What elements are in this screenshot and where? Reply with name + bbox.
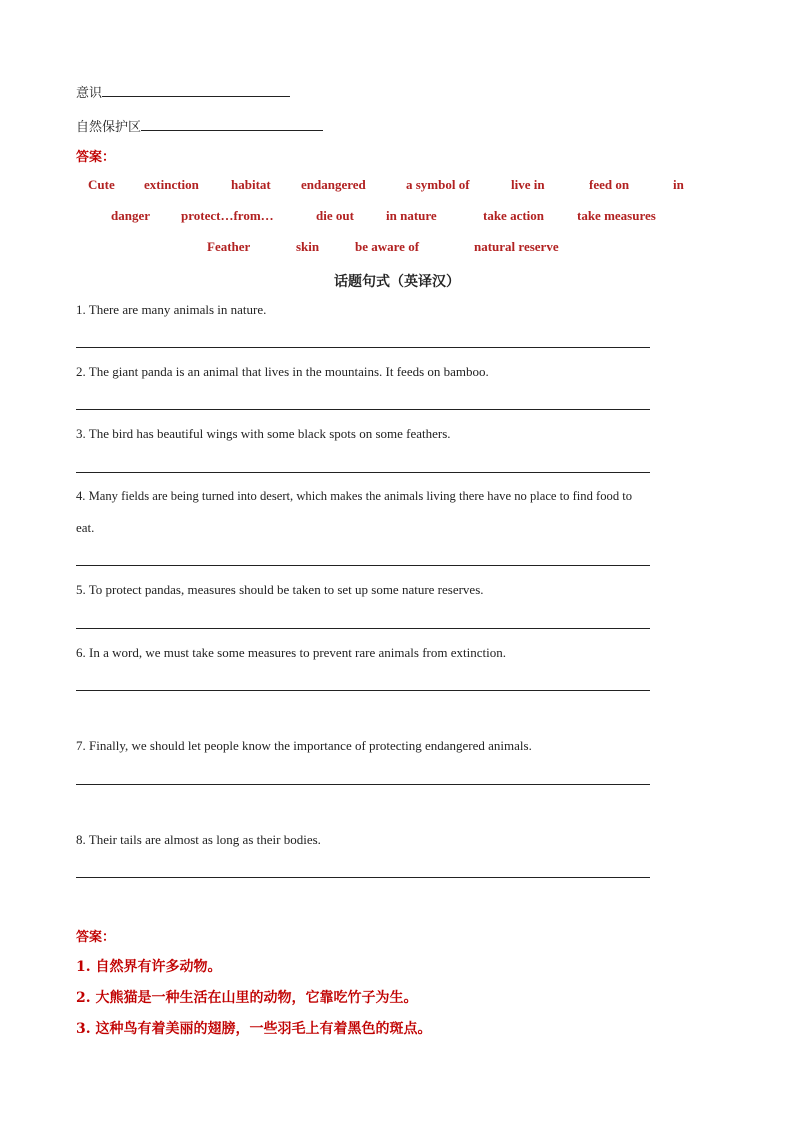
vocab-label: 意识	[76, 86, 103, 101]
answer-word: take action	[483, 208, 545, 223]
answer-line[interactable]	[76, 784, 650, 785]
answer-blank[interactable]	[102, 84, 290, 97]
answer-word: feed on	[589, 177, 630, 192]
question-6: 6. In a word, we must take some measures to prevent rare animals from extinction.	[76, 645, 506, 660]
question-8: 8. Their tails are almost as long as their bodies.	[76, 832, 321, 847]
vocab-label: 自然保护区	[76, 120, 142, 135]
translation-3	[76, 1018, 432, 1038]
answer-label: 答案：	[76, 150, 116, 165]
answer-word: in	[673, 177, 684, 192]
translation-1	[76, 956, 222, 976]
answer-word: live in	[511, 177, 545, 192]
answer-word: Feather	[207, 239, 251, 254]
translation-number: 2.	[76, 990, 91, 1006]
answer-line[interactable]	[76, 690, 650, 691]
vocab-item	[76, 82, 290, 101]
answer-line[interactable]	[76, 347, 650, 348]
answer-blank[interactable]	[141, 118, 323, 131]
answer-line[interactable]	[76, 472, 650, 473]
translation-number: 3.	[76, 1021, 91, 1037]
answer-line[interactable]	[76, 877, 650, 878]
answer-word: in nature	[386, 208, 437, 223]
question-2: 2. The giant panda is an animal that lives in the mountains. It feeds on bamboo.	[76, 364, 489, 379]
section-title: 话题句式（英译汉）	[334, 274, 460, 290]
answer-word: Cute	[88, 177, 115, 192]
translation-text: 自然界有许多动物。	[95, 959, 222, 975]
answer-word: extinction	[144, 177, 199, 192]
translation-text: 这种鸟有着美丽的翅膀，一些羽毛上有着黑色的斑点。	[95, 1021, 432, 1037]
answer-word: endangered	[301, 177, 366, 192]
question-1: 1. There are many animals in nature.	[76, 302, 267, 317]
translation-number: 1.	[76, 959, 91, 975]
question-3: 3. The bird has beautiful wings with some black spots on some feathers.	[76, 426, 451, 441]
answer-word: natural reserve	[474, 239, 559, 254]
answer-line[interactable]	[76, 628, 650, 629]
answer-word: danger	[111, 208, 150, 223]
answer-line[interactable]	[76, 409, 650, 410]
question-5: 5. To protect pandas, measures should be taken to set up some nature reserves.	[76, 582, 484, 597]
answer-word: protect…from…	[181, 208, 274, 223]
question-7: 7. Finally, we should let people know the importance of protecting endangered animals.	[76, 738, 532, 753]
answer-word: a symbol of	[406, 177, 470, 192]
translation-text: 大熊猫是一种生活在山里的动物，它靠吃竹子为生。	[95, 990, 418, 1006]
vocab-item	[76, 116, 323, 135]
translation-2	[76, 987, 418, 1007]
answer-word: take measures	[577, 208, 656, 223]
answer-label: 答案：	[76, 930, 116, 945]
question-4: 4. Many fields are being turned into desert, which makes the animals living there have no place to find food to	[76, 489, 633, 503]
answer-word: habitat	[231, 177, 271, 192]
question-4-continued: eat.	[76, 520, 95, 535]
answer-word: die out	[316, 208, 354, 223]
answer-word: be aware of	[355, 239, 420, 254]
answer-line[interactable]	[76, 565, 650, 566]
answer-word: skin	[296, 239, 320, 254]
